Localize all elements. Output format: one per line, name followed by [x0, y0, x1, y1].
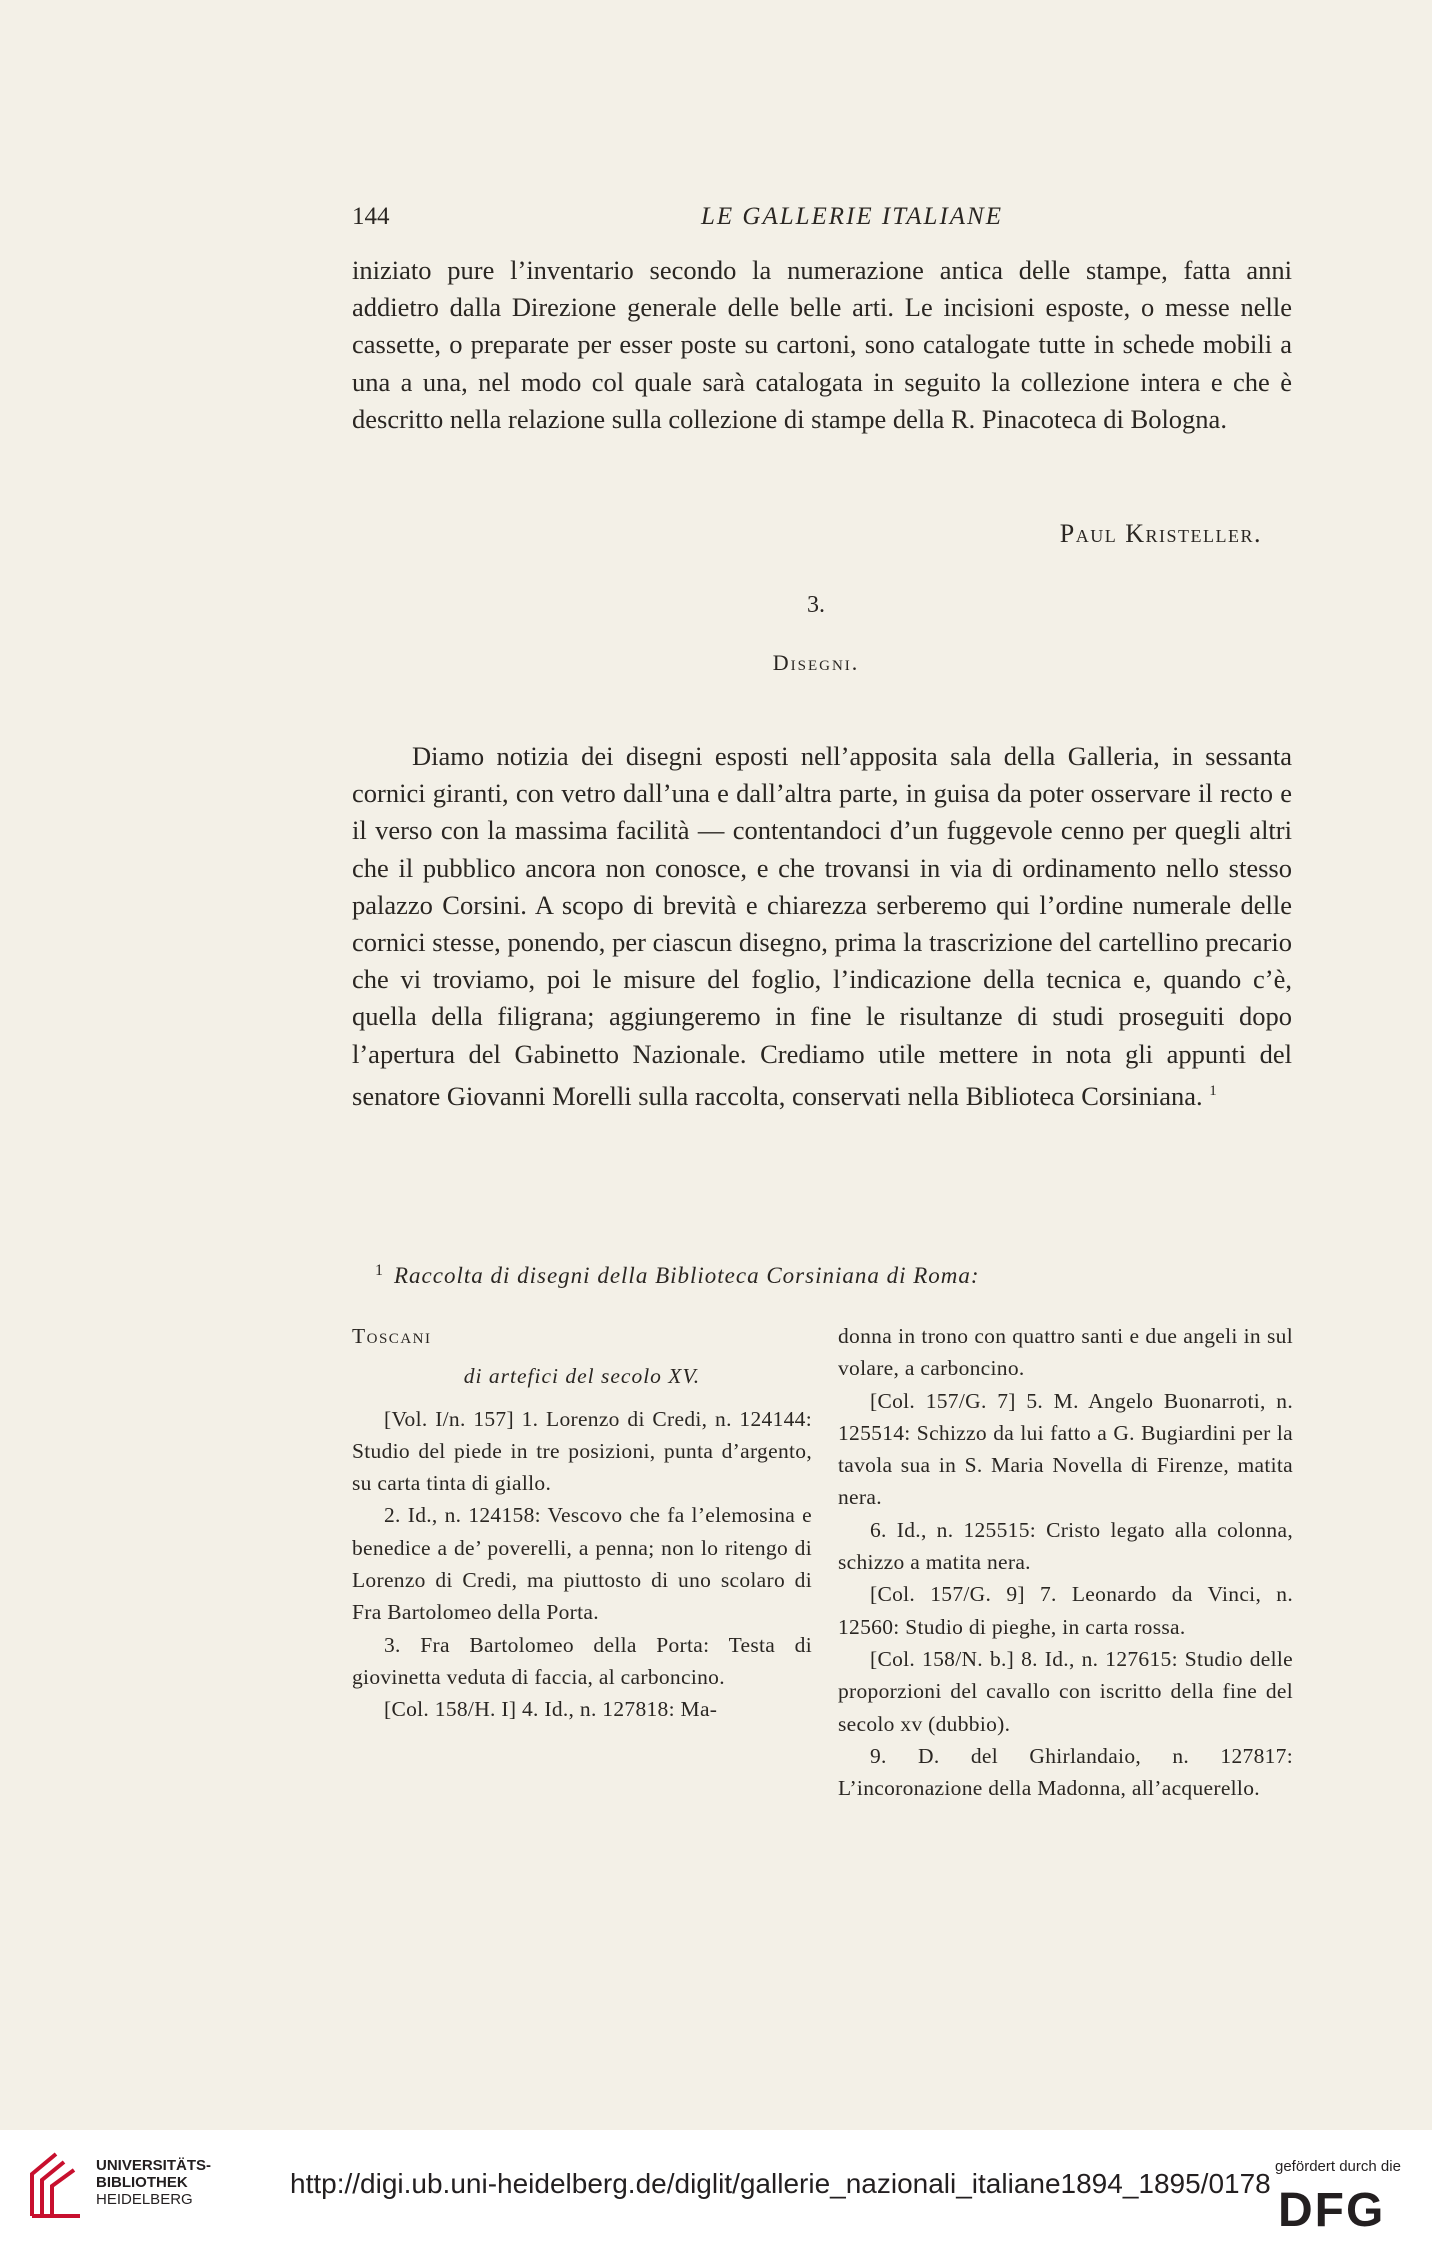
catalog-entry: donna in trono con quattro santi e due angeli in sul volare, a carboncino.	[838, 1324, 1293, 1381]
main-paragraph	[352, 738, 1292, 1115]
funding-caption: gefördert durch die	[1275, 2158, 1401, 2175]
library-line: UNIVERSITÄTS-	[96, 2157, 212, 2174]
university-library-name	[96, 2157, 211, 2208]
permalink-url[interactable]: http://digi.ub.uni-heidelberg.de/diglit/gallerie_nazionali_italiane1894_1895/0178	[290, 2168, 1271, 2199]
catalog-entry: 3. Fra Bartolomeo della Porta: Testa di giovinetta veduta di faccia, al carboncino.	[352, 1632, 812, 1689]
library-line: BIBLIOTHEK	[96, 2174, 188, 2191]
dfg-logo[interactable]: DFG	[1278, 2184, 1386, 2237]
section-number: 3.	[807, 592, 825, 618]
catalog-entry: 9. D. del Ghirlandaio, n. 127817: L’incoronazione della Madonna, all’acquerello.	[838, 1743, 1293, 1801]
catalog-entry: [Col. 157/G. 7] 5. M. Angelo Buonarroti, n. 125514: Schizzo da lui fatto a G. Bugiardini per la tavola sua in S. Maria Novella di Firenze, matita nera.	[838, 1388, 1293, 1510]
running-head	[352, 203, 1292, 243]
page-number: 144	[352, 203, 390, 230]
footnote-subheading: di artefici del secolo XV.	[463, 1364, 701, 1389]
catalog-entry: [Col. 158/N. b.] 8. Id., n. 127615: Studio delle proporzioni del cavallo con iscritto della fine del secolo xv (dubbio).	[838, 1646, 1293, 1736]
footnote-title-text: Raccolta di disegni della Biblioteca Corsiniana di Roma:	[394, 1263, 980, 1288]
intro-paragraph-text: iniziato pure l’inventario secondo la numerazione antica delle stampe, fatta anni addietro dalla Direzione generale delle belle arti. Le incisioni esposte, o messe nelle cassette, o preparate per esser poste su cartoni, sono catalogate tutte in schede mobili a una a una, nel modo col quale sarà catalogata in seguito la collezione intera e che è descritto nella relazione sulla collezione di stampe della R. Pinacoteca di Bologna.	[352, 255, 1292, 434]
main-paragraph-text: Diamo notizia dei disegni esposti nell’apposita sala della Galleria, in sessanta cornici giranti, con vetro dall’una e dall’altra parte, in guisa da poter osservare il recto e il verso con la massima facilità — contentandoci d’un fuggevole cenno per quegli altri che il pubblico ancora non conosce, e che trovansi in via di ordinamento nello stesso palazzo Corsini. A scopo di brevità e chiarezza serberemo qui l’ordine numerale delle cornici stesse, ponendo, per ciascun disegno, prima la trascrizione del cartellino precario che vi troviamo, poi le misure del foglio, l’indicazione della tecnica e, quando c’è, quella della filigrana; aggiungeremo in fine le risultanze di studi proseguiti dopo l’apertura del Gabinetto Nazionale. Crediamo utile mettere in nota gli appunti del senatore Giovanni Morelli sulla raccolta, conservati nella Biblioteca Corsiniana.	[352, 741, 1292, 1111]
footnote-title	[375, 1262, 980, 1289]
section-title: Disegni.	[772, 650, 860, 675]
intro-paragraph	[352, 252, 1292, 438]
journal-title: LE GALLERIE ITALIANE	[700, 203, 1004, 230]
footnote-right-column	[838, 1320, 1293, 1804]
footnote-heading: Toscani	[352, 1324, 432, 1348]
catalog-entry: [Vol. I/n. 157] 1. Lorenzo di Credi, n. 124144: Studio del piede in tre posizioni, punta d’argento, su carta tinta di giallo.	[352, 1406, 812, 1496]
catalog-entry: [Col. 158/H. I] 4. Id., n. 127818: Ma-	[384, 1697, 718, 1722]
catalog-entry: [Col. 157/G. 9] 7. Leonardo da Vinci, n. 12560: Studio di pieghe, in carta rossa.	[838, 1582, 1293, 1639]
author-signature: Paul Kristeller.	[1059, 519, 1262, 548]
footnote-reference[interactable]: 1	[1209, 1082, 1217, 1099]
catalog-entry: 6. Id., n. 125515: Cristo legato alla colonna, schizzo a matita nera.	[838, 1517, 1293, 1575]
university-library-logo-icon[interactable]	[28, 2150, 84, 2220]
footnote-left-column	[352, 1320, 812, 1726]
library-line: HEIDELBERG	[96, 2191, 193, 2208]
catalog-entry: 2. Id., n. 124158: Vescovo che fa l’elemosina e benedice a de’ poverelli, a penna; non lo ritengo di Lorenzo di Credi, ma piuttosto di uno scolaro di Fra Bartolomeo della Porta.	[352, 1503, 812, 1625]
footnote-marker: 1	[375, 1262, 384, 1279]
